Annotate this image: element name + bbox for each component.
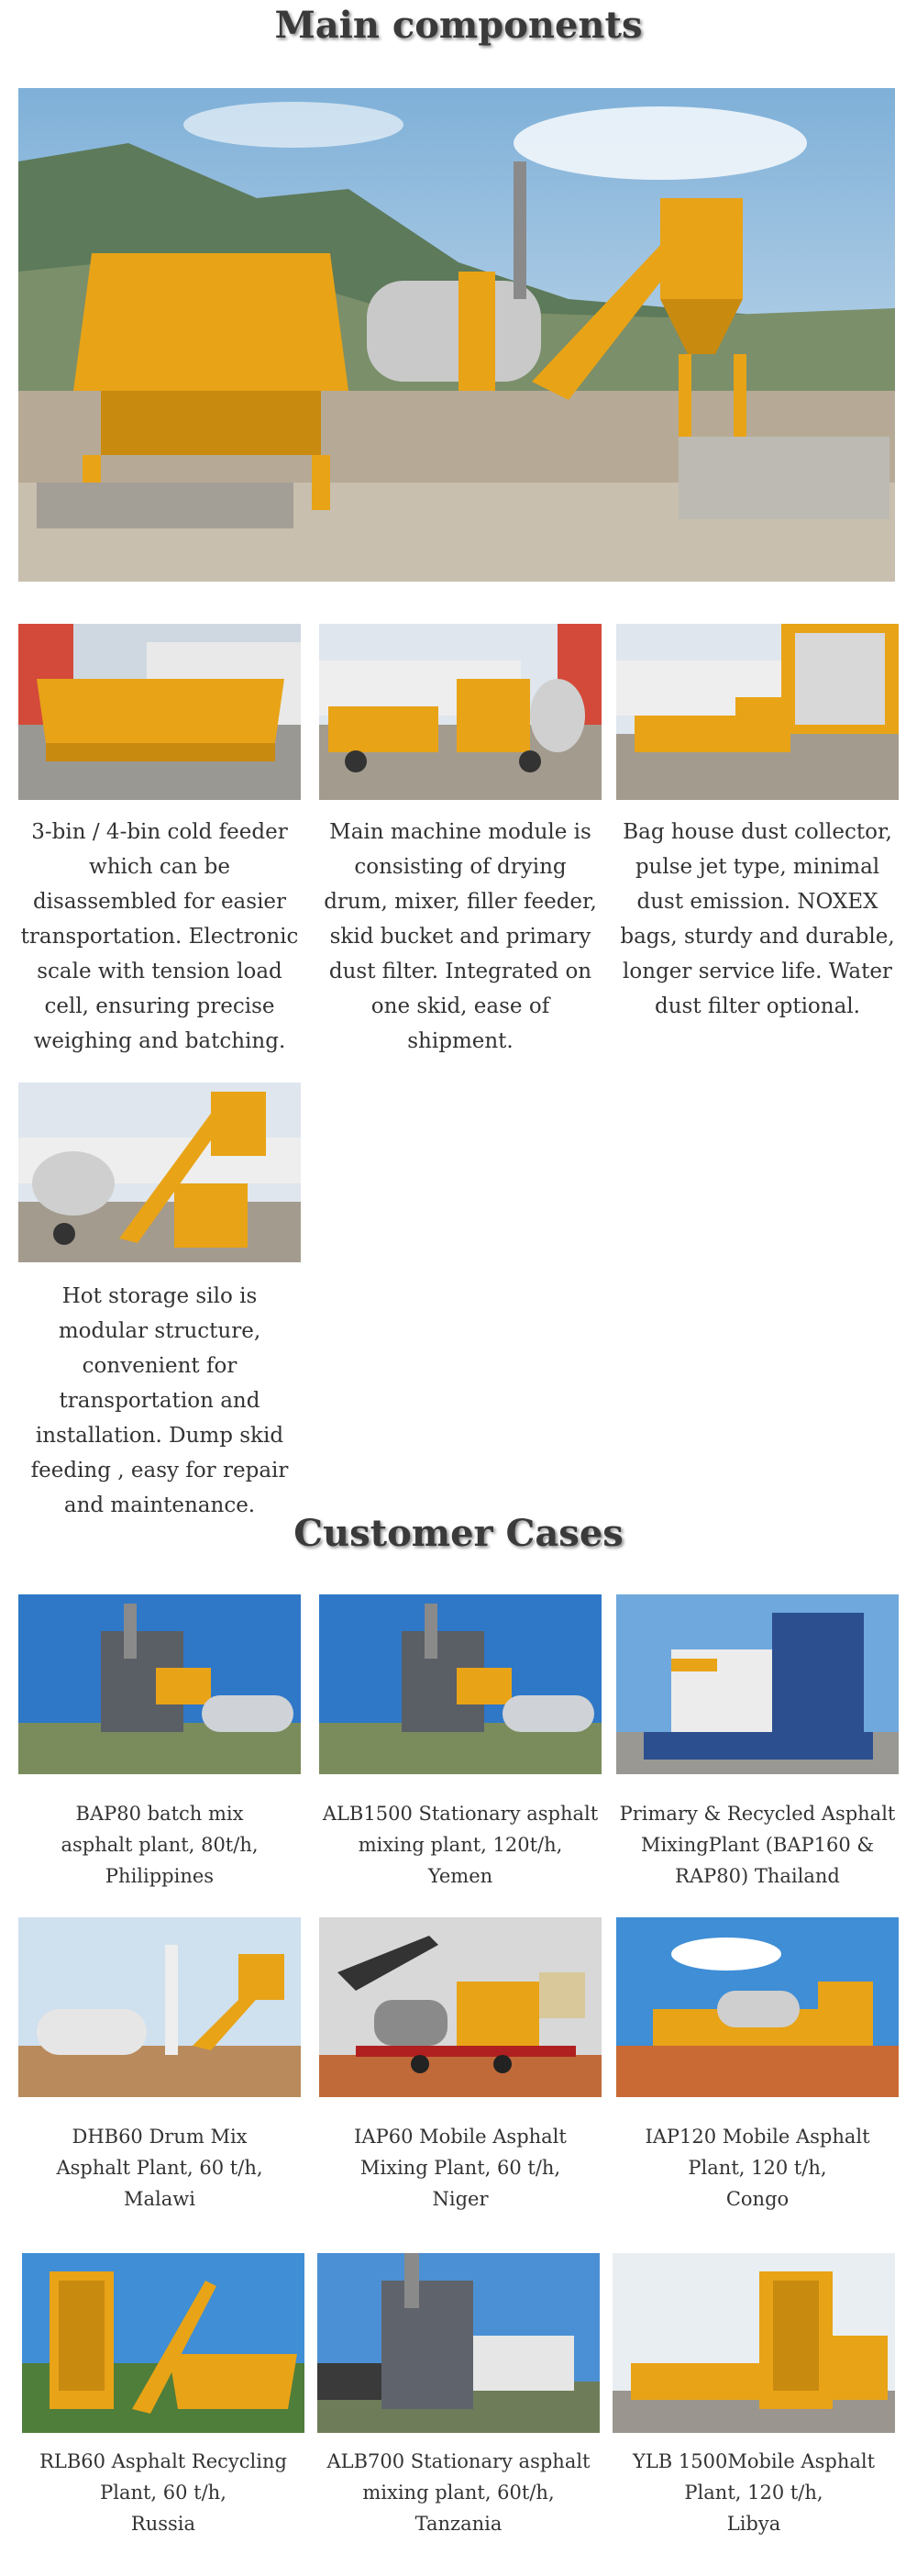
hero-plant-photo — [18, 88, 895, 582]
case-dhb60-photo — [18, 1917, 301, 2097]
case-alb700-caption: ALB700 Stationary asphalt mixing plant, 60t/h, Tanzania — [326, 2450, 591, 2535]
case-iap60-caption: IAP60 Mobile Asphalt Mixing Plant, 60 t/h, Niger — [354, 2126, 567, 2210]
cold-feeder-caption: 3-bin / 4-bin cold feeder which can be disassembled for easier transportation. Electronic scale with tension load cell, ensuring precise weighing and batching. — [20, 820, 299, 1053]
case-ylb1500-photo — [613, 2253, 895, 2433]
hot-storage-silo-photo — [18, 1083, 301, 1262]
case-bap80-photo — [18, 1594, 301, 1774]
case-bap160-rap80-photo — [616, 1594, 899, 1774]
case-iap120-caption: IAP120 Mobile Asphalt Plant, 120 t/h, Congo — [645, 2126, 870, 2210]
customer-cases-title: Customer Cases — [293, 1512, 624, 1555]
case-alb1500-caption: ALB1500 Stationary asphalt mixing plant, 120t/h, Yemen — [322, 1803, 599, 1887]
main-machine-caption: Main machine module is consisting of drying drum, mixer, filler feeder, skid bucket and primary dust filter. Integrated on one skid, ease of shipment. — [324, 820, 597, 1053]
cold-feeder-photo — [18, 624, 301, 800]
case-iap120-photo — [616, 1917, 899, 2097]
case-bap80-caption: BAP80 batch mix asphalt plant, 80t/h, Philippines — [61, 1803, 259, 1887]
case-bap160-rap80-caption: Primary & Recycled Asphalt MixingPlant (BAP160 & RAP80) Thailand — [619, 1803, 896, 1887]
main-components-title: Main components — [274, 4, 643, 47]
case-ylb1500-caption: YLB 1500Mobile Asphalt Plant, 120 t/h, Libya — [632, 2450, 876, 2535]
main-machine-photo — [319, 624, 602, 800]
case-rlb60-caption: RLB60 Asphalt Recycling Plant, 60 t/h, Russia — [39, 2450, 287, 2535]
case-rlb60-photo — [22, 2253, 304, 2433]
hot-storage-silo-caption: Hot storage silo is modular structure, convenient for transportation and installation. Dump skid feeding , easy for repair and maintenance. — [30, 1284, 289, 1517]
case-alb1500-photo — [319, 1594, 602, 1774]
bag-house-caption: Bag house dust collector, pulse jet type, minimal dust emission. NOXEX bags, sturdy and durable, longer service life. Water dust filter optional. — [620, 820, 895, 1018]
case-dhb60-caption: DHB60 Drum Mix Asphalt Plant, 60 t/h, Malawi — [56, 2126, 263, 2210]
case-alb700-photo — [317, 2253, 600, 2433]
case-iap60-photo — [319, 1917, 602, 2097]
bag-house-photo — [616, 624, 899, 800]
